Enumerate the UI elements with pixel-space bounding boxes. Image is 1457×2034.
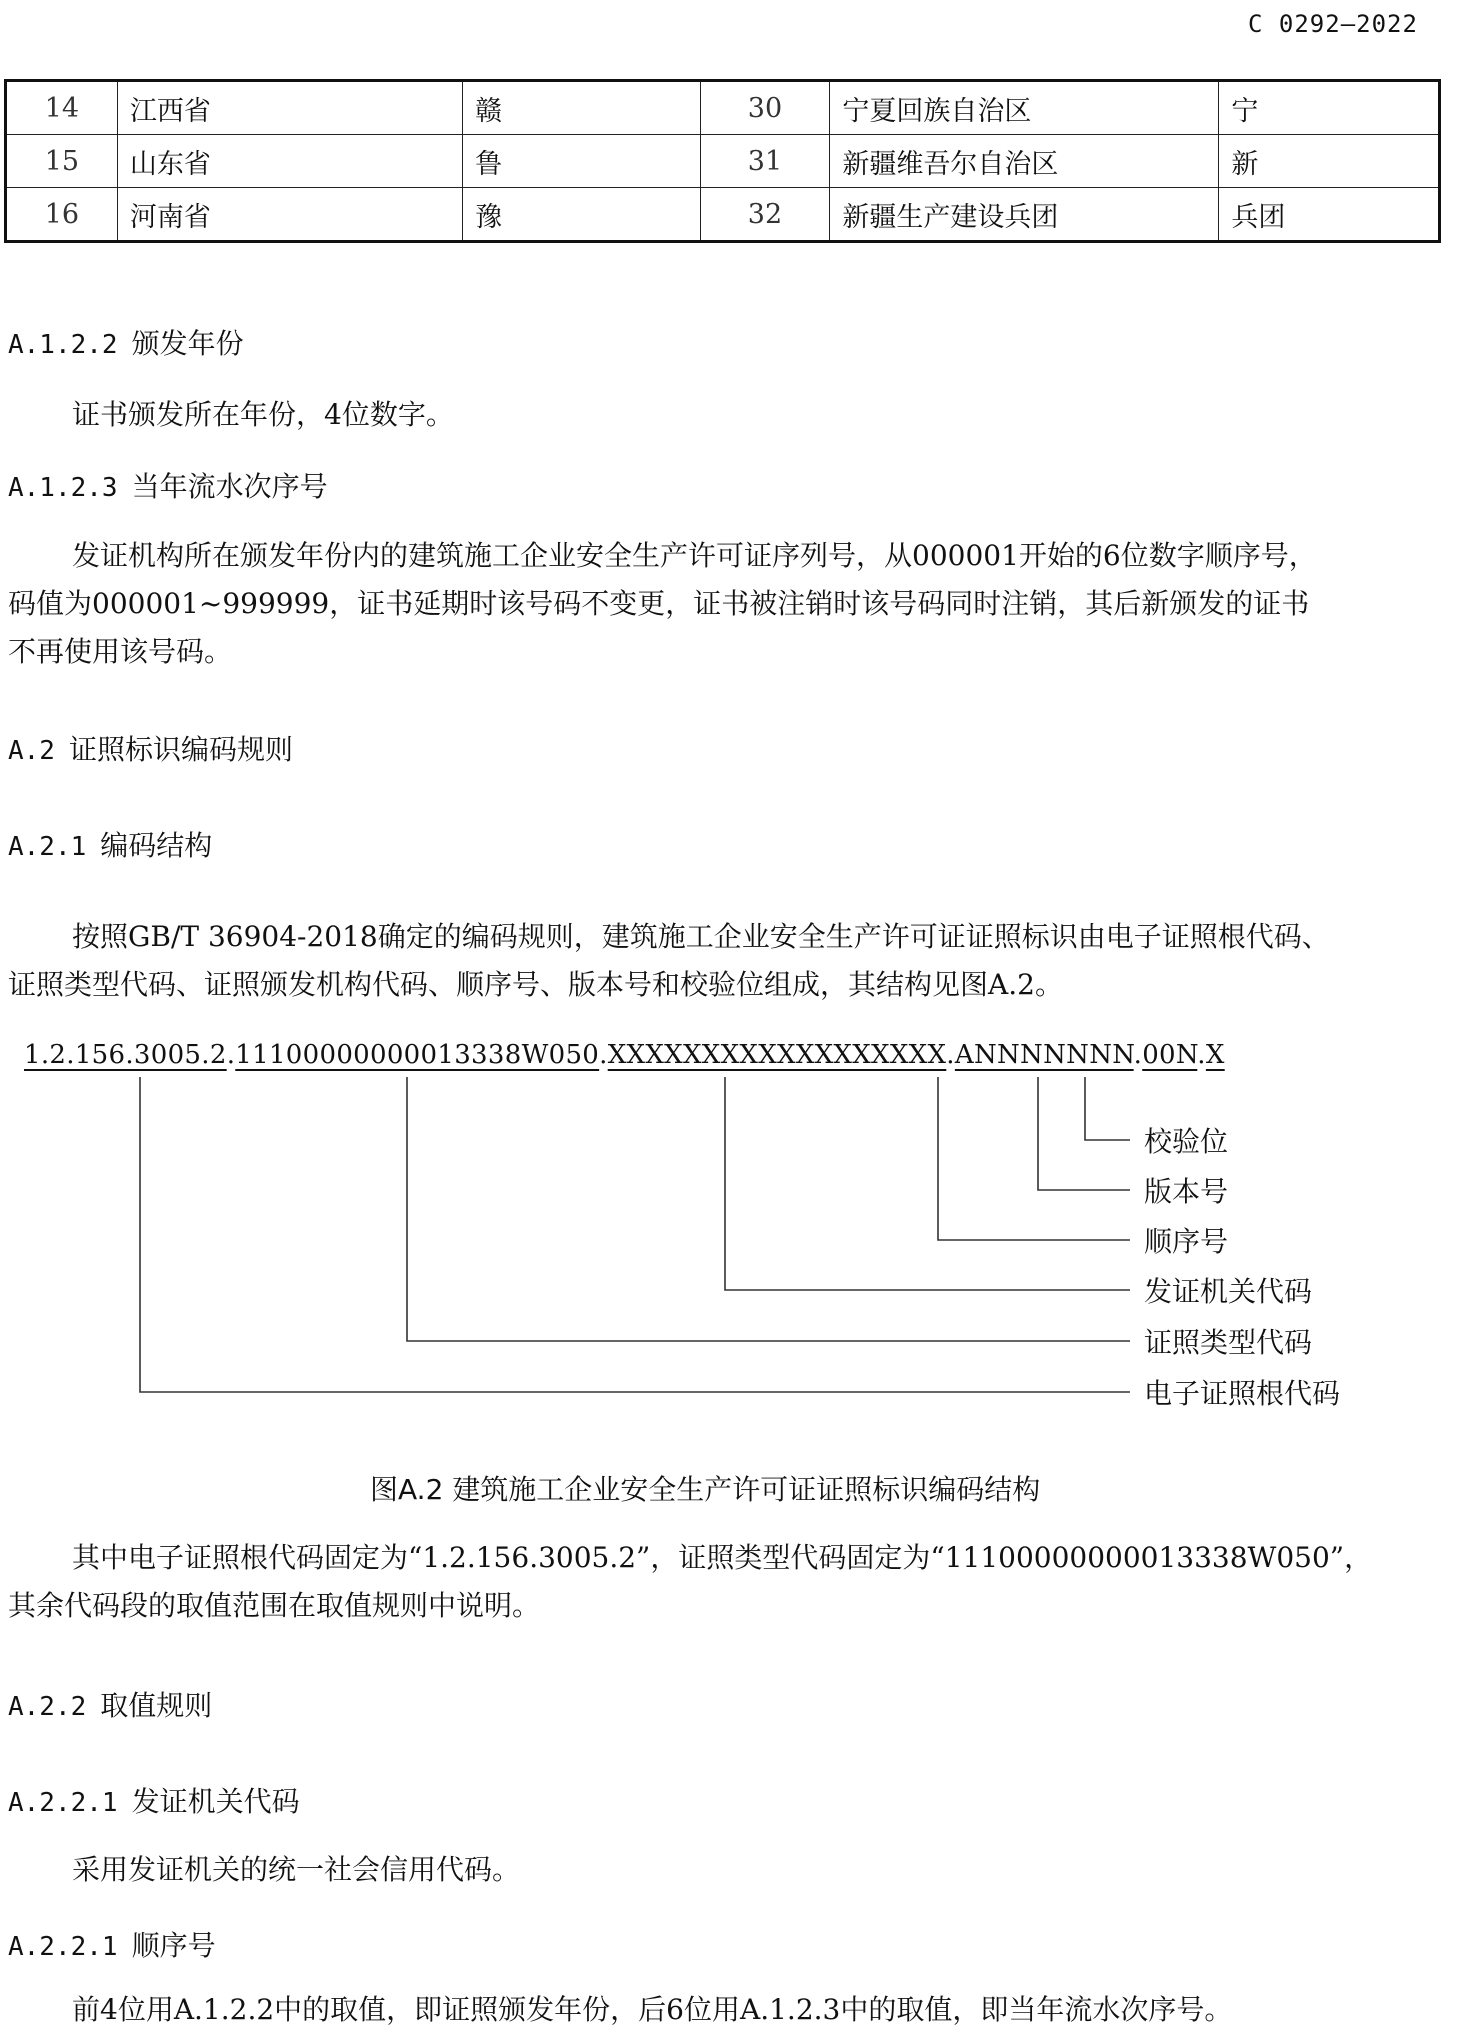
section-heading-a2-2-1-sequence: A.2.2.1 顺序号	[8, 1929, 216, 1962]
section-heading-a1-2-2: A.1.2.2 颁发年份	[8, 327, 244, 360]
paragraph-fixed-codes: 其中电子证照根代码固定为“1.2.156.3005.2”，证照类型代码固定为“11100000000013338W050”， 其余代码段的取值范围在取值规则中说明。	[8, 1541, 1373, 1622]
table-cell: 豫	[463, 188, 700, 242]
section-heading-a2-1: A.2.1 编码结构	[8, 829, 213, 862]
code-segment-agency: XXXXXXXXXXXXXXXXXX	[607, 1040, 947, 1070]
table-cell: 14	[6, 81, 118, 135]
table-cell: 31	[700, 135, 830, 188]
table-cell: 30	[700, 81, 830, 135]
label-type-code: 证照类型代码	[1144, 1326, 1313, 1359]
connector-agency	[725, 1077, 1130, 1290]
label-check-digit: 校验位	[1144, 1125, 1229, 1158]
paragraph-sequence-rule: 前4位用A.1.2.2中的取值，即证照颁发年份，后6位用A.1.2.3中的取值，即当年流水次序号。	[72, 1993, 1233, 2026]
code-segment-seq: ANNNNNNN	[954, 1040, 1134, 1070]
table-cell: 16	[6, 188, 118, 242]
table-cell: 江西省	[117, 81, 462, 135]
table-cell: 兵团	[1219, 188, 1440, 242]
section-heading-a2-2-1-agency: A.2.2.1 发证机关代码	[8, 1785, 300, 1818]
table-cell: 新疆维吾尔自治区	[830, 135, 1219, 188]
table-cell: 鲁	[463, 135, 700, 188]
table-cell: 宁夏回族自治区	[830, 81, 1219, 135]
table-cell: 河南省	[117, 188, 462, 242]
table-cell: 新	[1219, 135, 1440, 188]
label-version: 版本号	[1144, 1175, 1229, 1208]
code-segment-root: 1.2.156.3005.2	[24, 1040, 227, 1070]
identifier-code-string: 1.2.156.3005.2.11100000000013338W050.XXXXXXXXXXXXXXXXXX.ANNNNNNN.00N.X	[24, 1040, 1225, 1070]
section-heading-a1-2-3: A.1.2.3 当年流水次序号	[8, 470, 328, 503]
connector-type	[407, 1077, 1130, 1341]
code-segment-version: 00N	[1142, 1040, 1198, 1070]
connector-version	[1038, 1077, 1130, 1190]
section-heading-a2-2: A.2.2 取值规则	[8, 1689, 213, 1722]
paragraph-issue-year: 证书颁发所在年份，4位数字。	[72, 398, 454, 431]
code-segment-type: 11100000000013338W050	[235, 1040, 600, 1070]
section-heading-a2: A.2 证照标识编码规则	[8, 733, 293, 766]
table-cell: 32	[700, 188, 830, 242]
paragraph-coding-structure: 按照GB/T 36904-2018确定的编码规则，建筑施工企业安全生产许可证证照标识由电子证照根代码、 证照类型代码、证照颁发机构代码、顺序号、版本号和校验位组成，其结构见图A.2。	[8, 920, 1330, 1001]
table-cell: 15	[6, 135, 118, 188]
paragraph-serial-number: 发证机构所在颁发年份内的建筑施工企业安全生产许可证序列号，从000001开始的6位数字顺序号， 码值为000001~999999，证书延期时该号码不变更，证书被注销时该号码同时注销，其后新颁发的证书 不再使用该号码。	[8, 539, 1317, 668]
label-agency-code: 发证机关代码	[1144, 1275, 1313, 1308]
connector-seq	[938, 1077, 1130, 1240]
connector-check	[1085, 1077, 1130, 1140]
figure-caption: 图A.2 建筑施工企业安全生产许可证证照标识编码结构	[370, 1473, 1041, 1506]
table-cell: 新疆生产建设兵团	[830, 188, 1219, 242]
paragraph-agency-code: 采用发证机关的统一社会信用代码。	[72, 1853, 521, 1886]
table-cell: 山东省	[117, 135, 462, 188]
connector-root	[140, 1077, 1130, 1392]
table-cell: 赣	[463, 81, 700, 135]
table-cell: 宁	[1219, 81, 1440, 135]
label-root-code: 电子证照根代码	[1144, 1377, 1341, 1410]
label-sequence: 顺序号	[1144, 1225, 1229, 1258]
document-code: C 0292—2022	[1248, 10, 1418, 38]
code-segment-check: X	[1205, 1040, 1225, 1070]
